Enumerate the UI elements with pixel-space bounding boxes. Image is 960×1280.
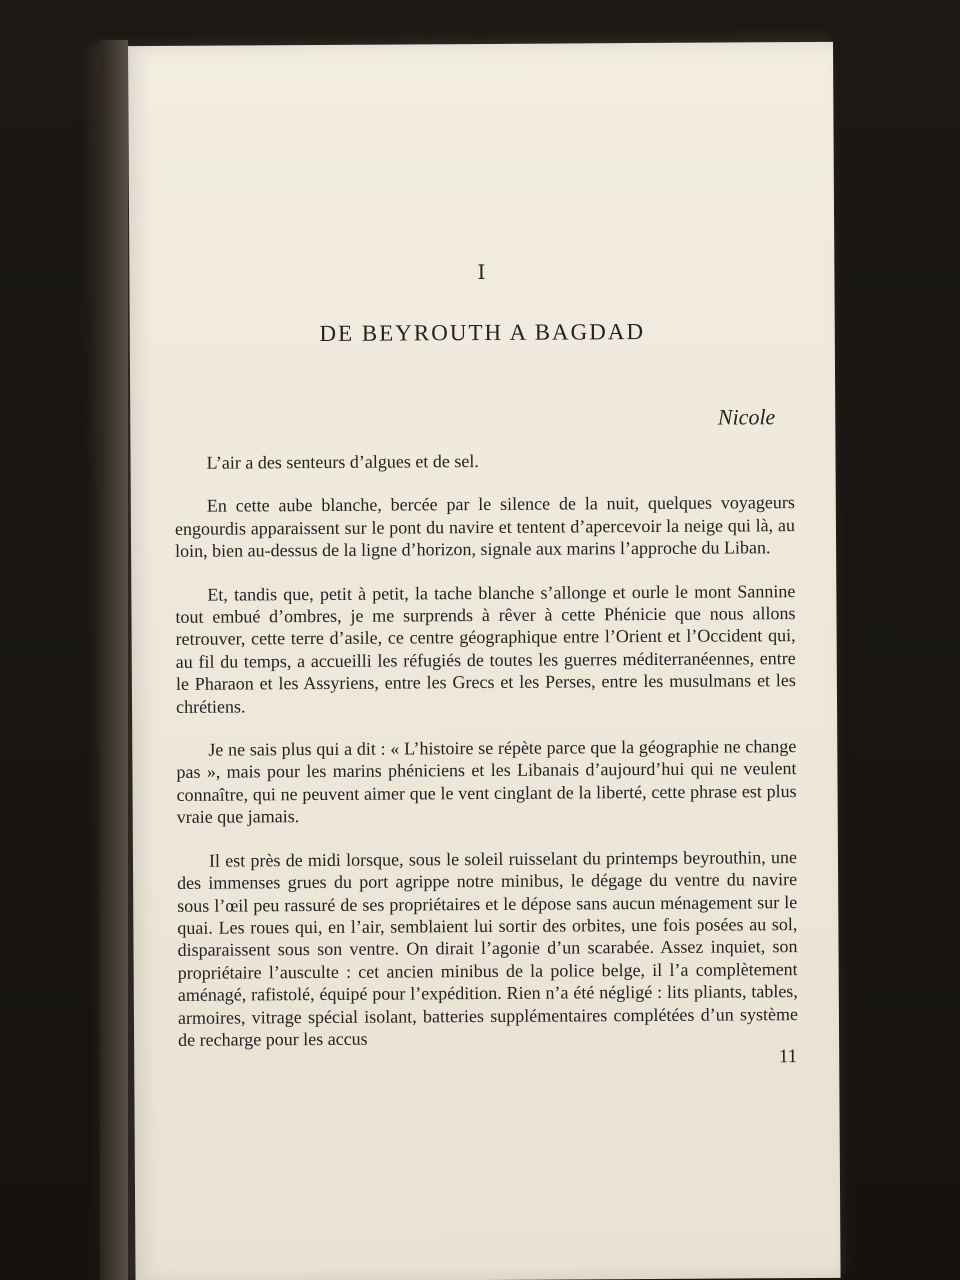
paragraph: Je ne sais plus qui a dit : « L’histoire se répète parce que la géographie ne change pas », mais pour les marins phéniciens et les Libanais d’aujourd’hui qui ne veulent connaître, qui ne peuvent aimer que le vent cinglant de la liberté, cette phrase est plus vraie que jamais.: [176, 736, 797, 828]
book-spine-edge: [100, 40, 128, 1280]
paragraph: Et, tandis que, petit à petit, la tache blanche s’allonge et ourle le mont Sannine tout embué d’ombres, je me surprends à rêver à cette Phénicie que nous allons retrouver, cette terre d’asile, ce centre géographique entre l’Orient et l’Occident qui, au fil du temps, a accueilli les réfugiés de toutes les guerres méditerranéennes, entre le Pharaon et les Assyriens, entre les Grecs et les Perses, entre les musulmans et les chrétiens.: [175, 580, 796, 717]
section-author: Nicole: [717, 404, 776, 430]
paragraph: Il est près de midi lorsque, sous le soleil ruisselant du printemps beyrouthin, une des immenses grues du port agrippe notre minibus, le dégage du ventre du navire sous l’œil peu rassuré de ses propriétaires et le dépose sans aucun ménagement sur le quai. Les roues qui, en l’air, semblaient lui sortir des orbites, une fois posées au sol, disparaissent sous son ventre. On dirait l’agonie d’un scarabée. Assez inquiet, son propriétaire l’ausculte : cet ancien minibus de la police belge, il l’a complètement aménagé, rafistolé, équipé pour l’expédition. Rien n’a été négligé : lits pliants, tables, armoires, vitrage spécial isolant, batteries supplémentaires complétées d’un système de recharge pour les accus: [177, 846, 798, 1050]
paragraph: L’air a des senteurs d’algues et de sel.: [206, 451, 479, 473]
page-number: 11: [778, 1046, 798, 1068]
book-page: [128, 42, 841, 1280]
chapter-number: I: [477, 259, 487, 285]
paragraph: En cette aube blanche, bercée par le silence de la nuit, quelques voyageurs engourdis apparaissent sur le pont du navire et tentent d’apercevoir la neige qui là, au loin, bien au-dessus de la ligne d’horizon, signale aux marins l’approche du Liban.: [174, 492, 796, 562]
body-text: [174, 448, 798, 1051]
chapter-title: DE BEYROUTH A BAGDAD: [319, 319, 646, 346]
